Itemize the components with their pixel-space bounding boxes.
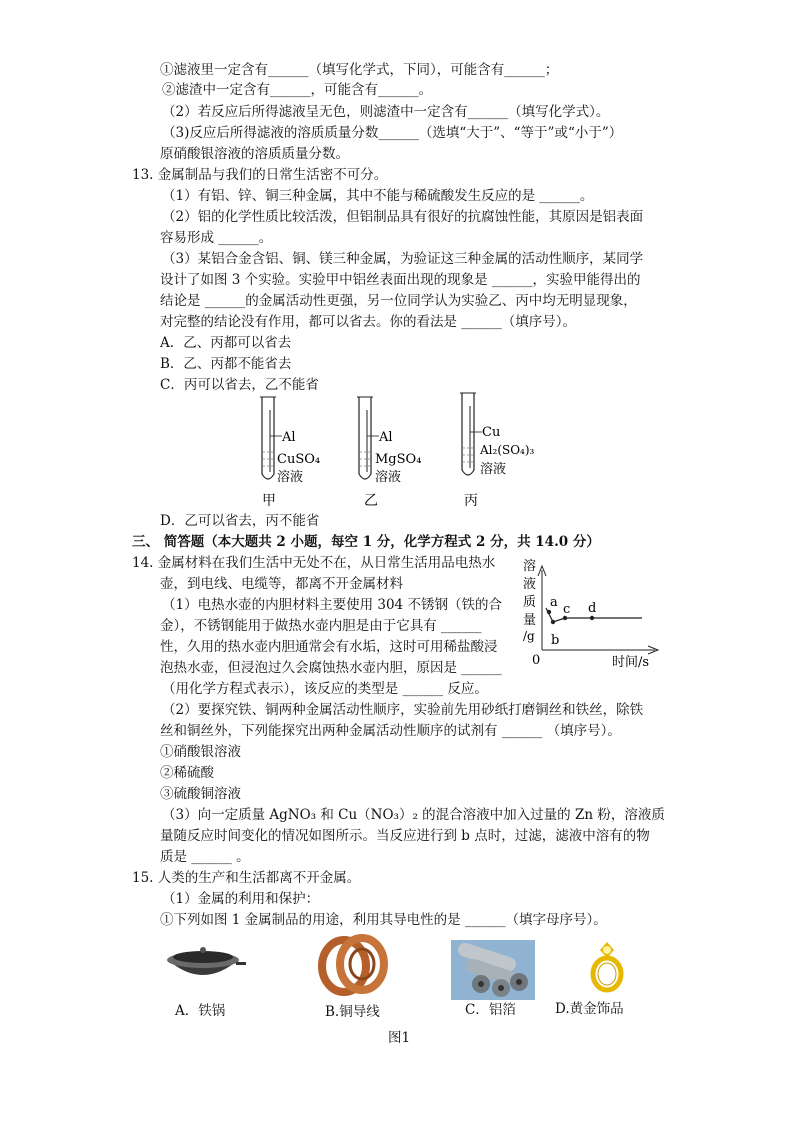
fig1-label-a: A．铁锅 xyxy=(175,1003,226,1019)
q14-line2: 壶，到电线、电缆等，都离不开金属材料 xyxy=(160,576,403,592)
point-b-label: b xyxy=(551,633,560,648)
point-d xyxy=(590,616,594,620)
q15-1a: ①下列如图 1 金属制品的用途，利用其导电性的是 ______（填字母序号）。 xyxy=(160,912,607,928)
fig1-label-c: C．铝箔 xyxy=(465,1002,516,1018)
point-a xyxy=(547,610,551,614)
tube-bing-metal: Cu xyxy=(482,425,501,440)
fig1-label-d: D.黄金饰品 xyxy=(555,1001,624,1017)
section-3-heading: 三、 简答题（本大题共 2 小题，每空 1 分，化学方程式 2 分，共 14.0 分） xyxy=(132,534,600,550)
point-d-label: d xyxy=(588,601,597,616)
line-4: （3)反应后所得滤液的溶质质量分数______（选填“大于”、“等于”或“小于”） xyxy=(162,125,623,141)
graph-ylabel-4: 量 xyxy=(523,613,537,628)
fig1-label-b: B.铜导线 xyxy=(325,1004,380,1020)
tube-yi xyxy=(357,397,421,485)
option-b: B．乙、丙都不能省去 xyxy=(160,356,292,372)
q14-1b: 金），不锈钢能用于做热水壶内胆是由于它具有 ______ xyxy=(160,618,482,634)
q14-3a: （3）向一定质量 AgNO₃ 和 Cu（NO₃）₂ 的混合溶液中加入过量的 Zn 粉，溶液质 xyxy=(162,807,665,823)
tube-jia-solution-word: 溶液 xyxy=(277,470,304,485)
tube-jia-label: 甲 xyxy=(262,493,276,509)
tube-yi-metal: Al xyxy=(379,430,393,445)
tube-yi-solution-word: 溶液 xyxy=(375,470,402,485)
q15-title: 15. 人类的生产和生活都离不开金属。 xyxy=(132,870,361,886)
q13-2b: 容易形成 ______。 xyxy=(160,230,273,246)
tube-bing-solution: Al₂(SO₄)₃ xyxy=(480,443,535,457)
tube-jia xyxy=(260,397,320,485)
q13-3c: 结论是 ______的金属活动性更强，另一位同学认为实验乙、丙中均无明显现象， xyxy=(160,293,637,309)
q13-3b: 设计了如图 3 个实验。实验甲中铝丝表面出现的现象是 ______，实验甲能得出的 xyxy=(160,272,641,288)
q13-2: （2）铝的化学性质比较活泼，但铝制品具有很好的抗腐蚀性能，其原因是铝表面 xyxy=(162,209,644,225)
test-tubes-figure xyxy=(240,392,560,512)
point-b xyxy=(551,620,555,624)
graph-ylabel-3: 质 xyxy=(523,595,537,610)
q14-3c: 质是 ______ 。 xyxy=(160,849,250,865)
wok-image xyxy=(158,942,248,994)
reagent-1: ①硝酸银溶液 xyxy=(160,744,241,760)
q14-1e: （用化学方程式表示），该反应的类型是 ______ 反应。 xyxy=(162,681,488,697)
q14-2b: 丝和铜丝外，下列能探究出两种金属活动性顺序的试剂有 ______ （填序号）。 xyxy=(160,723,621,739)
reagent-3: ③硫酸铜溶液 xyxy=(160,786,241,802)
graph-origin: 0 xyxy=(532,653,541,668)
tube-jia-solution: CuSO₄ xyxy=(277,452,321,467)
tube-bing xyxy=(460,393,535,477)
option-d: D．乙可以省去，丙不能省 xyxy=(160,513,320,529)
line-1: ①滤液里一定含有______（填写化学式，下同），可能含有______； xyxy=(160,62,559,78)
tube-jia-metal: Al xyxy=(282,430,296,445)
q14-title: 14. 金属材料在我们生活中无处不在，从日常生活用品电热水 xyxy=(132,555,496,571)
q14-1c: 性，久用的热水壶内胆通常会有水垢，这时可用稀盐酸浸 xyxy=(160,639,498,655)
tube-yi-solution: MgSO₄ xyxy=(375,452,422,467)
reagent-2: ②稀硫酸 xyxy=(160,765,214,781)
tube-bing-label: 丙 xyxy=(464,493,478,509)
option-c: C．丙可以省去，乙不能省 xyxy=(160,377,319,393)
q13-3: （3）某铝合金含铝、铜、镁三种金属，为验证这三种金属的活动性顺序，某同学 xyxy=(162,251,644,267)
q13-title: 13. 金属制品与我们的日常生活密不可分。 xyxy=(132,167,388,183)
line-2: ②滤渣中一定含有______，可能含有______。 xyxy=(162,82,432,98)
graph-ylabel-1: 溶 xyxy=(523,559,537,574)
line-3: （2）若反应后所得滤液呈无色，则滤渣中一定含有______（填写化学式）。 xyxy=(162,104,610,120)
tube-yi-label: 乙 xyxy=(364,493,378,509)
q14-2a: （2）要探究铁、铜两种金属活动性顺序，实验前先用砂纸打磨铜丝和铁丝，除铁 xyxy=(162,702,644,718)
q14-3b: 量随反应时间变化的情况如图所示。当反应进行到 b 点时，过滤，滤液中溶有的物 xyxy=(160,828,650,844)
q14-1a: （1）电热水壶的内胆材料主要使用 304 不锈钢（铁的合 xyxy=(162,597,502,613)
aluminum-foil-image xyxy=(451,940,535,1000)
fig1-caption: 图1 xyxy=(388,1030,411,1046)
gold-ring-image xyxy=(582,936,632,996)
q14-1d: 泡热水壶，但浸泡过久会腐蚀热水壶内胆，原因是 ______ xyxy=(160,660,502,676)
q15-1: （1）金属的利用和保护： xyxy=(162,891,320,907)
graph-ylabel-5: /g xyxy=(523,629,535,643)
tube-bing-solution-word: 溶液 xyxy=(480,462,507,477)
q13-3d: 对完整的结论没有作用，都可以省去。你的看法是 ______（填序号）。 xyxy=(160,314,577,330)
line-5: 原硝酸银溶液的溶质质量分数。 xyxy=(160,146,349,162)
copper-wire-image xyxy=(316,932,392,998)
point-a-label: a xyxy=(550,595,558,610)
point-c-label: c xyxy=(563,602,571,617)
graph-ylabel-2: 液 xyxy=(523,577,537,592)
option-a: A．乙、丙都可以省去 xyxy=(160,335,292,351)
q13-1: （1）有铝、锌、铜三种金属，其中不能与稀硫酸发生反应的是 ______。 xyxy=(162,188,594,204)
mass-time-graph xyxy=(520,552,665,672)
graph-xlabel: 时间/s xyxy=(612,655,650,670)
